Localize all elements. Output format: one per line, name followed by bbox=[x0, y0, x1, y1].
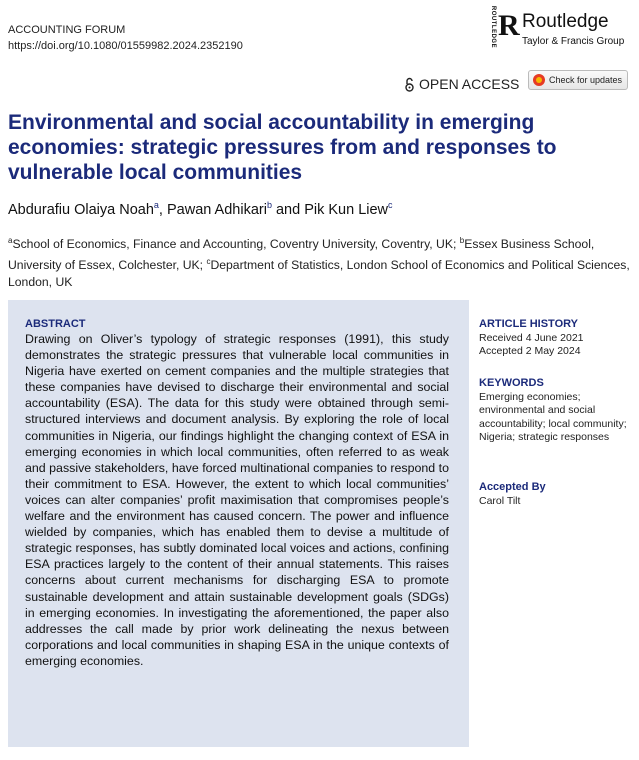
affiliation: Department of Statistics, London School of Economics and Political Sciences, London, UK bbox=[8, 258, 630, 290]
journal-name: ACCOUNTING FORUM bbox=[8, 24, 126, 36]
author-affil-marker: a bbox=[153, 200, 159, 210]
crossmark-icon bbox=[533, 74, 545, 86]
article-title: Environmental and social accountability in emerging economies: strategic pressures from and responses to vulnerable local communities bbox=[8, 111, 557, 184]
publisher-name: Routledge bbox=[522, 11, 609, 32]
author-name[interactable]: Pawan Adhikari bbox=[166, 201, 267, 218]
publisher-logo bbox=[486, 5, 631, 53]
accepted-date: Accepted 2 May 2024 bbox=[479, 345, 581, 357]
accepted-by-section bbox=[479, 481, 629, 508]
accepted-by-heading: Accepted By bbox=[479, 481, 546, 493]
open-lock-icon bbox=[404, 77, 415, 92]
keywords-heading: KEYWORDS bbox=[479, 377, 544, 389]
publisher-vertical-label: ROUTLEDGE bbox=[490, 5, 497, 49]
author-name[interactable]: Abdurafiu Olaiya Noah bbox=[8, 201, 154, 218]
open-access-label: OPEN ACCESS bbox=[419, 76, 520, 92]
author-affil-marker: c bbox=[388, 200, 393, 210]
author-name[interactable]: Pik Kun Liew bbox=[304, 201, 389, 218]
keywords-section bbox=[479, 377, 629, 445]
doi-link[interactable]: https://doi.org/10.1080/01559982.2024.2352190 bbox=[8, 40, 243, 52]
author-list: Abdurafiu Olaiya Noah$^a$, Pawan Adhikari$^b$ and Pik Kun Liew$^c$ bbox=[8, 200, 393, 218]
article-history-heading: ARTICLE HISTORY bbox=[479, 318, 579, 330]
routledge-r-icon: R bbox=[498, 9, 520, 42]
keywords-text: Emerging economies; environmental and social accountability; local community; Nigeria; strategic responses bbox=[479, 390, 627, 443]
author-affil-marker: b bbox=[266, 200, 272, 210]
affiliation: School of Economics, Finance and Accounting, Coventry University, Coventry, UK; bbox=[12, 237, 460, 252]
abstract-text: Drawing on Oliver’s typology of strategic responses (1991), this study demonstrates the strategic pressures that vulnerable local communities in Nigeria have exerted on cement companies and the multiple strategies that these companies have devised to discharge their environmental and social accountability (ESA). The data for this study were obtained through semi-structured interviews and document analysis. By exploring the role of local communities in Nigeria, our findings highlight the changing context of ESA in emerging economies in which local communities, often referred to as weak and passive stakeholders, have forced multinational companies to respond to their commitment to ESA. However, the extent to which local communities’ voices can alter companies’ profit maximisation that compromises people’s welfare and the environment has caused concern. The power and influence wielded by companies, which has enabled them to devise a multitude of strategic responses, has subtly dominated local voices and actions, confining ESA practices largely to the content of their annual statements. This raises concerns about current mechanisms for discharging ESA to promote sustainable development and attain sustainable development goals (SDGs) in emerging economies. In investigating the aforementioned, the paper also addresses the call made by prior work delineating the nexus between corporations and local communities in shaping ESA in the unique contexts of emerging economies. bbox=[25, 332, 449, 668]
affiliations: $^a$School of Economics, Finance and Accounting, Coventry University, Coventry, UK; $^b$Essex Business School, University of Essex, Colchester, UK; $^c$Department of Statistics, London School of Economics and Political Sciences, London, UK bbox=[8, 236, 630, 290]
publisher-group: Taylor & Francis Group bbox=[522, 36, 625, 47]
abstract-heading: ABSTRACT bbox=[25, 318, 86, 330]
article-history bbox=[479, 318, 629, 359]
affiliation: Essex Business School, University of Essex, Colchester, UK; bbox=[8, 237, 595, 273]
check-for-updates-label: Check for updates bbox=[549, 75, 623, 85]
received-date: Received 4 June 2021 bbox=[479, 331, 584, 344]
accepted-by-name: Carol Tilt bbox=[479, 494, 521, 507]
check-for-updates-button[interactable] bbox=[528, 70, 628, 90]
open-access-badge bbox=[404, 76, 519, 92]
journal-header bbox=[8, 22, 243, 54]
